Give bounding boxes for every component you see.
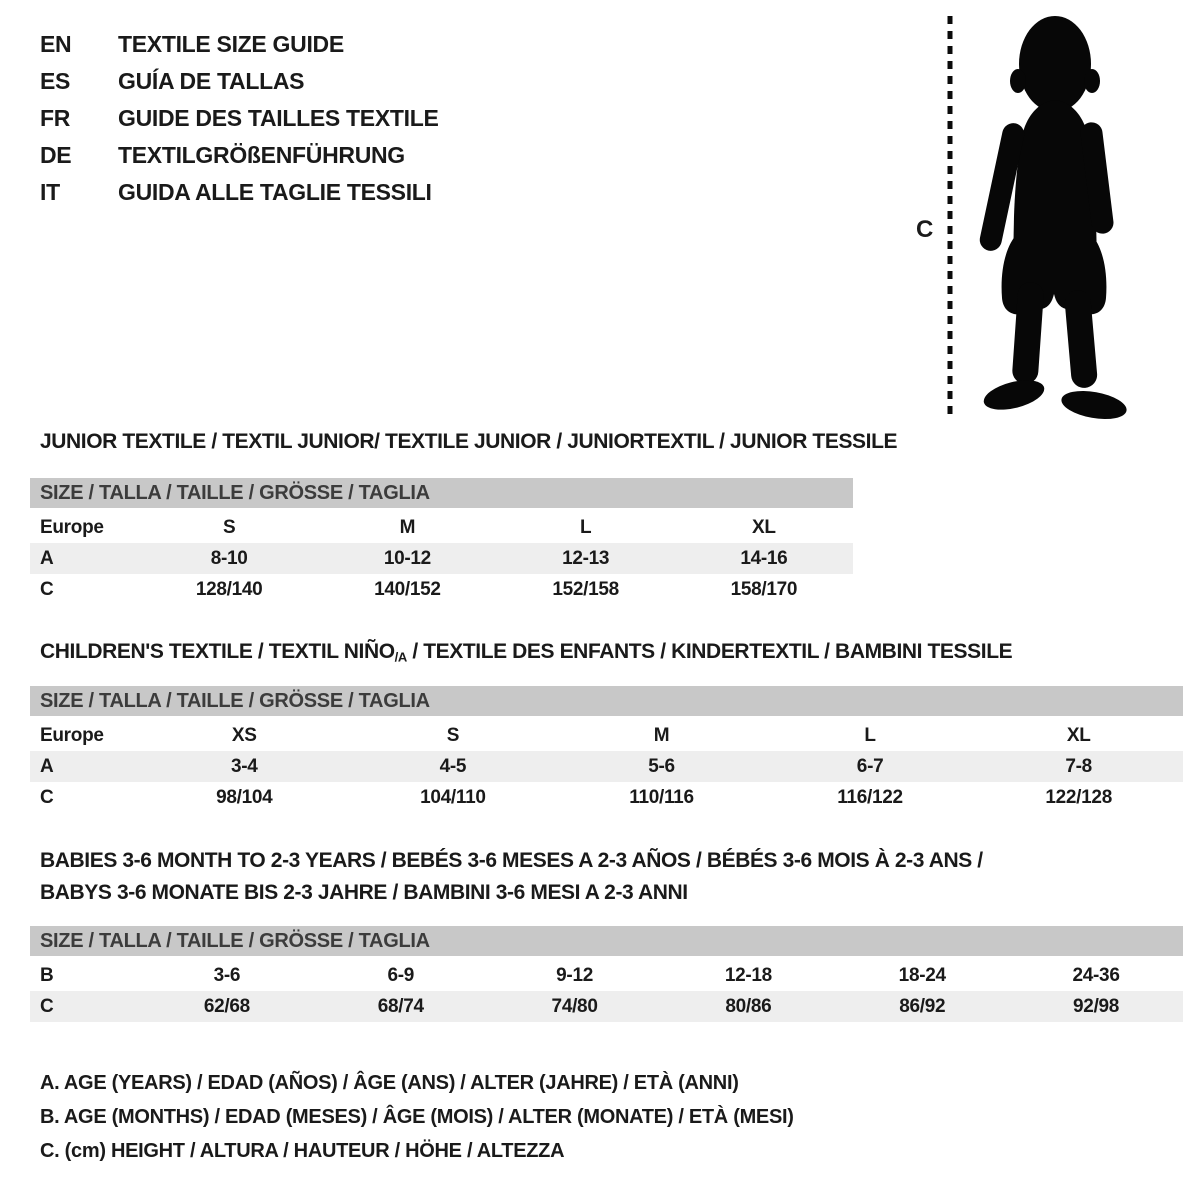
title-text: CHILDREN'S TEXTILE / TEXTIL NIÑO (40, 640, 395, 663)
table-row-height (30, 991, 1183, 1022)
height-cell: 74/80 (551, 996, 598, 1017)
lang-code-fr: FR (40, 105, 71, 131)
guide-title-es: GUÍA DE TALLAS (118, 68, 305, 94)
language-title-block (40, 26, 439, 211)
row-label: B (40, 965, 54, 986)
legend-line-a: A. AGE (YEARS) / EDAD (AÑOS) / ÂGE (ANS) / ALTER (JAHRE) / ETÀ (ANNI) (40, 1072, 739, 1094)
size-cell: M (653, 725, 670, 746)
age-cell: 14-16 (740, 548, 788, 569)
height-measure-dashed-line (946, 16, 954, 418)
height-cell: 116/122 (837, 787, 903, 808)
lang-code-es: ES (40, 68, 71, 94)
size-cell: XL (752, 517, 776, 538)
legend-line-b: B. AGE (MONTHS) / EDAD (MESES) / ÂGE (MOIS) / ALTER (MONATE) / ETÀ (MESI) (40, 1106, 794, 1128)
months-cell: 24-36 (1072, 965, 1120, 986)
table-row-months (30, 960, 1183, 991)
babies-size-table (30, 926, 1183, 1022)
size-cell: L (579, 517, 592, 538)
age-cell: 8-10 (210, 548, 248, 569)
babies-title-line1: BABIES 3-6 MONTH TO 2-3 YEARS / BEBÉS 3-6 MESES A 2-3 AÑOS / BÉBÉS 3-6 MOIS À 2-3 ANS / (40, 849, 983, 872)
lang-row-fr (40, 100, 439, 137)
section-title-babies (40, 845, 983, 909)
guide-title-it: GUIDA ALLE TAGLIE TESSILI (118, 179, 432, 205)
lang-row-it (40, 174, 439, 211)
size-cell: M (399, 517, 416, 538)
table-row-age (30, 543, 853, 574)
age-cell: 7-8 (1065, 756, 1092, 777)
height-cell: 158/170 (730, 579, 798, 600)
age-cell: 6-7 (856, 756, 884, 777)
table-row-europe (30, 512, 853, 543)
legend-line-c: C. (cm) HEIGHT / ALTURA / HAUTEUR / HÖHE / ALTEZZA (40, 1140, 565, 1162)
row-label: C (40, 996, 54, 1017)
months-cell: 3-6 (213, 965, 241, 986)
row-label: A (40, 548, 54, 569)
age-cell: 3-4 (231, 756, 258, 777)
row-label: C (40, 579, 54, 600)
table-row-age (30, 751, 1183, 782)
age-cell: 10-12 (383, 548, 431, 569)
age-cell: 12-13 (562, 548, 610, 569)
junior-size-table (30, 478, 853, 605)
toddler-silhouette-icon (968, 14, 1140, 424)
height-cell: 128/140 (195, 579, 263, 600)
height-cell: 62/68 (203, 996, 250, 1017)
table-row-height (30, 574, 853, 605)
table-header-junior: SIZE / TALLA / TAILLE / GRÖSSE / TAGLIA (30, 478, 853, 508)
height-cell: 152/158 (552, 579, 619, 600)
lang-code-it: IT (40, 179, 60, 205)
lang-row-en (40, 26, 439, 63)
guide-title-fr: GUIDE DES TAILLES TEXTILE (118, 105, 439, 131)
months-cell: 9-12 (556, 965, 593, 986)
age-cell: 5-6 (648, 756, 675, 777)
table-row-europe (30, 720, 1183, 751)
size-cell: S (222, 517, 236, 538)
table-header-babies: SIZE / TALLA / TAILLE / GRÖSSE / TAGLIA (30, 926, 1183, 956)
row-label: Europe (40, 517, 104, 538)
lang-row-de (40, 137, 439, 174)
row-label: Europe (40, 725, 104, 746)
size-cell: XL (1066, 725, 1091, 746)
height-cell: 98/104 (216, 787, 273, 808)
lang-code-de: DE (40, 142, 72, 168)
children-size-table (30, 686, 1183, 813)
height-cell: 86/92 (899, 996, 946, 1017)
height-cell: 140/152 (374, 579, 441, 600)
age-cell: 4-5 (439, 756, 467, 777)
months-cell: 18-24 (898, 965, 946, 986)
size-cell: XS (231, 725, 257, 746)
height-cell: 110/116 (629, 787, 694, 808)
babies-title-line2: BABYS 3-6 MONATE BIS 2-3 JAHRE / BAMBINI 3-6 MESI A 2-3 ANNI (40, 881, 688, 904)
height-cell: 68/74 (377, 996, 424, 1017)
row-label: A (40, 756, 54, 777)
table-row-height (30, 782, 1183, 813)
height-cell: 92/98 (1073, 996, 1120, 1017)
title-subscript: /A (394, 649, 407, 665)
months-cell: 12-18 (724, 965, 772, 986)
height-figure (910, 14, 1160, 426)
measure-legend (40, 1066, 794, 1168)
guide-title-en: TEXTILE SIZE GUIDE (118, 31, 344, 57)
height-cell: 80/86 (725, 996, 772, 1017)
size-cell: L (864, 725, 876, 746)
height-cell: 104/110 (420, 787, 486, 808)
height-measure-label: C (916, 216, 934, 243)
guide-title-de: TEXTILGRÖßENFÜHRUNG (118, 142, 405, 168)
size-cell: S (446, 725, 460, 746)
section-title-junior: JUNIOR TEXTILE / TEXTIL JUNIOR/ TEXTILE JUNIOR / JUNIORTEXTIL / JUNIOR TESSILE (40, 430, 898, 453)
title-text: / TEXTILE DES ENFANTS / KINDERTEXTIL / BAMBINI TESSILE (406, 640, 1013, 663)
lang-row-es (40, 63, 439, 100)
height-cell: 122/128 (1045, 787, 1112, 808)
months-cell: 6-9 (387, 965, 415, 986)
section-title-children (40, 640, 1012, 665)
lang-code-en: EN (40, 31, 72, 57)
row-label: C (40, 787, 54, 808)
table-header-children: SIZE / TALLA / TAILLE / GRÖSSE / TAGLIA (30, 686, 1183, 716)
